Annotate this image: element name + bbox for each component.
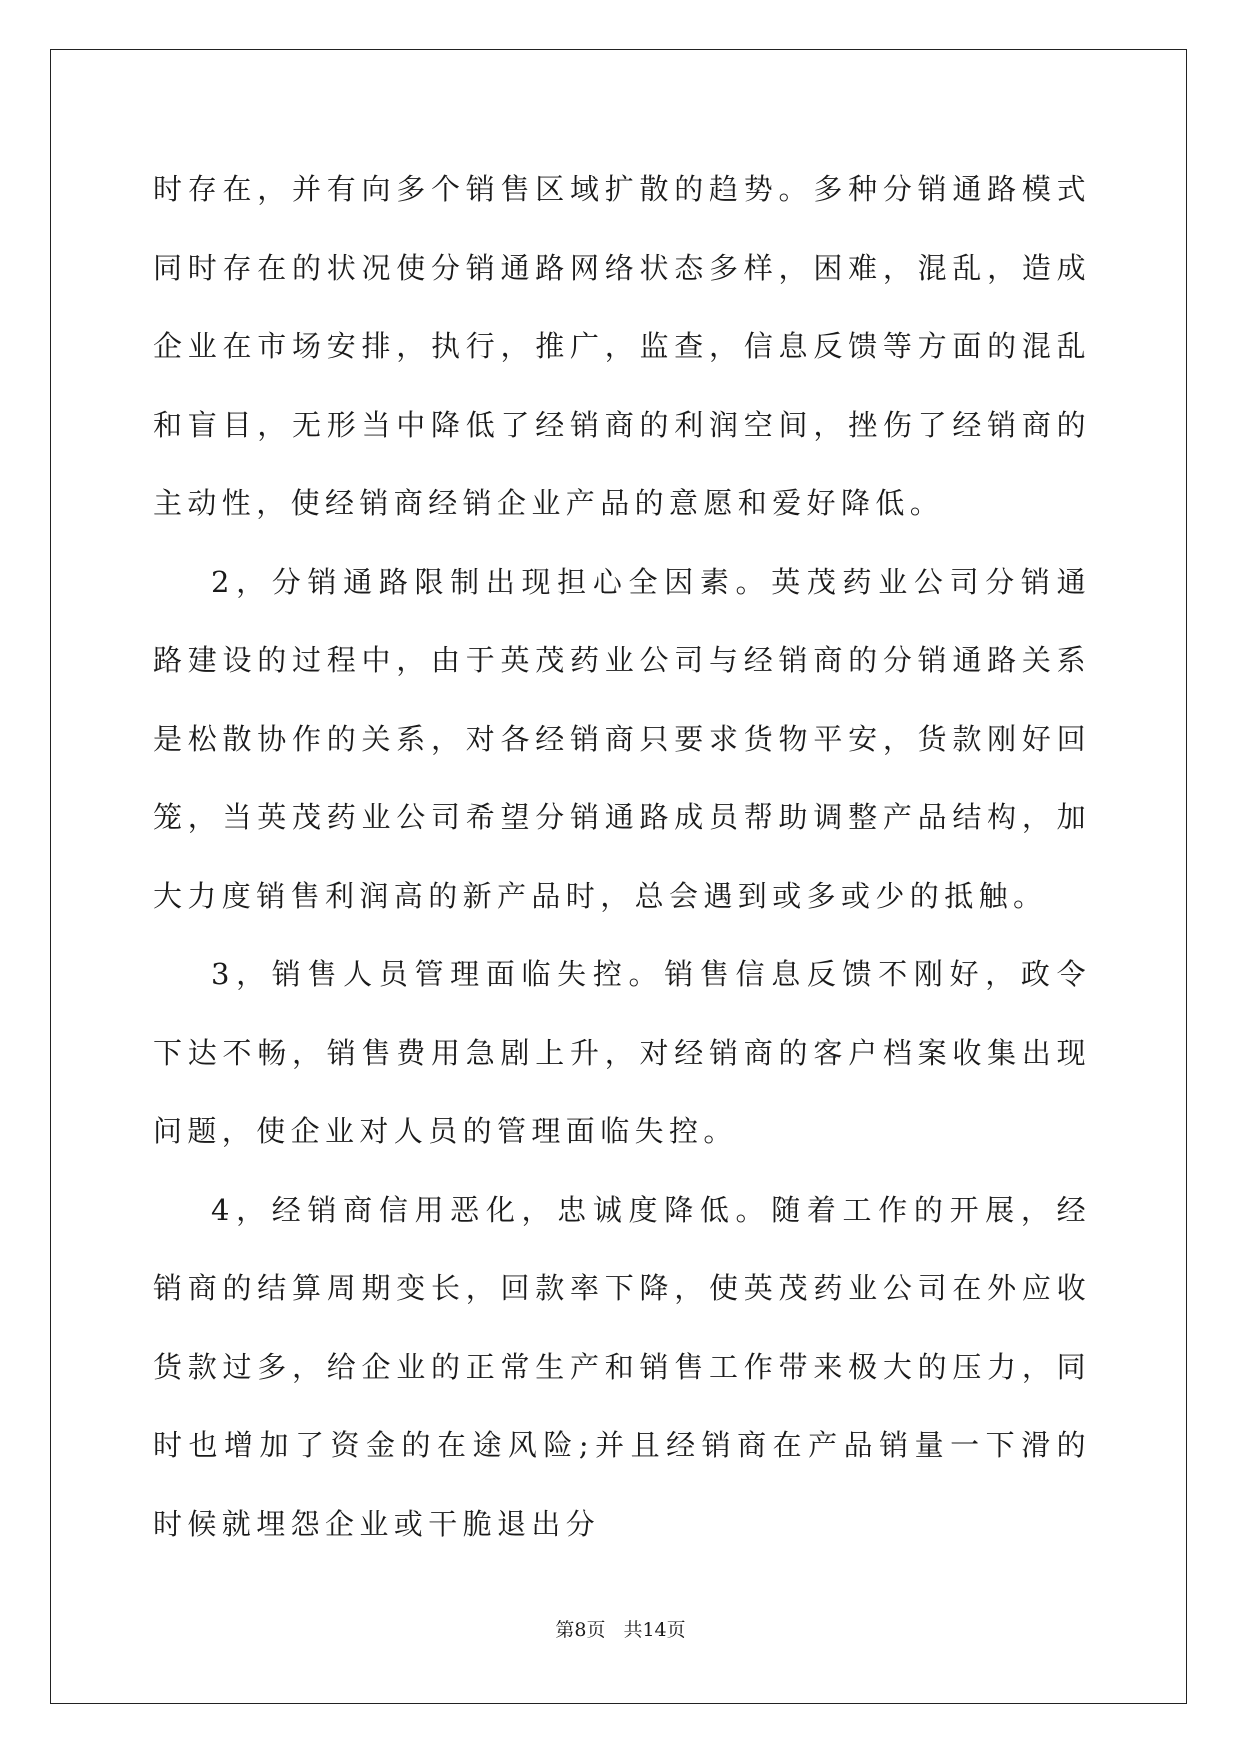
- paragraph-continuation: 时存在，并有向多个销售区域扩散的趋势。多种分销通路模式同时存在的状况使分销通路网络状态多样，困难，混乱，造成企业在市场安排，执行，推广，监查，信息反馈等方面的混乱和盲目，无形当中降低了经销商的利润空间，挫伤了经销商的主动性，使经销商经销企业产品的意愿和爱好降低。: [153, 172, 1091, 520]
- paragraph-point-2: 2，分销通路限制出现担心全因素。英茂药业公司分销通路建设的过程中，由于英茂药业公司与经销商的分销通路关系是松散协作的关系，对各经销商只要求货物平安，货款刚好回笼，当英茂药业公司希望分销通路成员帮助调整产品结构，加大力度销售利润高的新产品时，总会遇到或多或少的抵触。: [153, 564, 1091, 913]
- current-page-label: 第8页: [555, 1619, 606, 1641]
- paragraph-point-3: 3，销售人员管理面临失控。销售信息反馈不刚好，政令下达不畅，销售费用急剧上升，对经销商的客户档案收集出现问题，使企业对人员的管理面临失控。: [153, 957, 1091, 1148]
- document-body: [153, 150, 1091, 1563]
- paragraph-point-4: 4，经销商信用恶化，忠诚度降低。随着工作的开展，经销商的结算周期变长，回款率下降，使英茂药业公司在外应收货款过多，给企业的正常生产和销售工作带来极大的压力，同时也增加了资金的在途风险;并且经销商在产品销量一下滑的时候就埋怨企业或干脆退出分: [153, 1192, 1091, 1541]
- total-pages-label: 共14页: [623, 1619, 686, 1641]
- page-footer: [0, 1615, 1241, 1642]
